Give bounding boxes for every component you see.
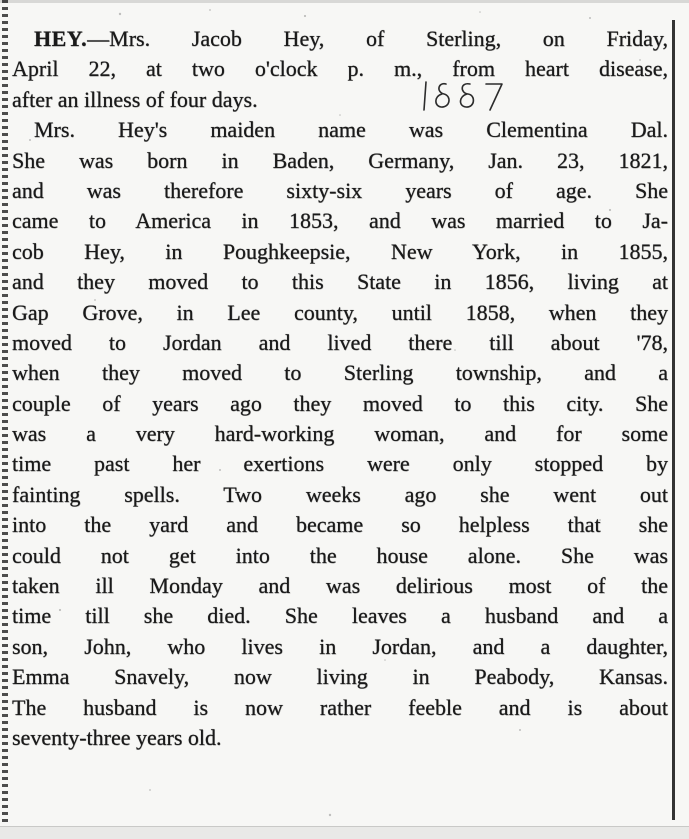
article-line-18: could not get into the house alone. She was — [12, 542, 668, 568]
article-line-5: She was born in Baden, Germany, Jan. 23, 1821, — [12, 147, 668, 173]
article-line-19: taken ill Monday and was delirious most of the — [12, 573, 668, 599]
article-line-10: Gap Grove, in Lee county, until 1858, when they — [12, 299, 668, 325]
obituary-article — [12, 24, 668, 753]
article-line-22: Emma Snavely, now living in Peabody, Kansas. — [12, 664, 668, 690]
article-line-2: April 22, at two o'clock p. m., from heart disease, — [12, 56, 668, 82]
article-line-13: couple of years ago they moved to this city. She — [12, 390, 668, 416]
left-column-rule — [2, 0, 8, 839]
article-line-8: cob Hey, in Poughkeepsie, New York, in 1855, — [12, 238, 668, 264]
article-line-3: after an illness of four days. — [12, 86, 258, 112]
article-line-24: seventy-three years old. — [12, 724, 222, 750]
article-line-11: moved to Jordan and lived there till about '78, — [12, 329, 668, 355]
article-line-7: came to America in 1853, and was married to Ja- — [12, 208, 668, 234]
article-line-21: son, John, who lives in Jordan, and a daughter, — [12, 633, 668, 659]
article-line-15: time past her exertions were only stopped by — [12, 451, 668, 477]
article-line-4: Mrs. Hey's maiden name was Clementina Dal. — [34, 117, 668, 143]
headword: HEY. — [34, 26, 88, 51]
article-line-9: and they moved to this State in 1856, living at — [12, 269, 668, 295]
article-line-17: into the yard and became so helpless that she — [12, 512, 668, 538]
handwritten-year-annotation — [420, 76, 560, 116]
bottom-edge — [0, 826, 689, 839]
article-line-1: HEY.—Mrs. Jacob Hey, of Sterling, on Friday, — [34, 26, 668, 51]
top-edge — [0, 0, 689, 3]
article-line-6: and was therefore sixty-six years of age. She — [12, 177, 668, 203]
article-line-14: was a very hard-working woman, and for some — [12, 421, 668, 447]
article-line-23: The husband is now rather feeble and is about — [12, 694, 668, 720]
article-line-16: fainting spells. Two weeks ago she went out — [12, 481, 668, 507]
article-line-20: time till she died. She leaves a husband and a — [12, 603, 668, 629]
article-line-12: when they moved to Sterling township, and a — [12, 360, 668, 386]
right-column-rule — [672, 20, 675, 820]
